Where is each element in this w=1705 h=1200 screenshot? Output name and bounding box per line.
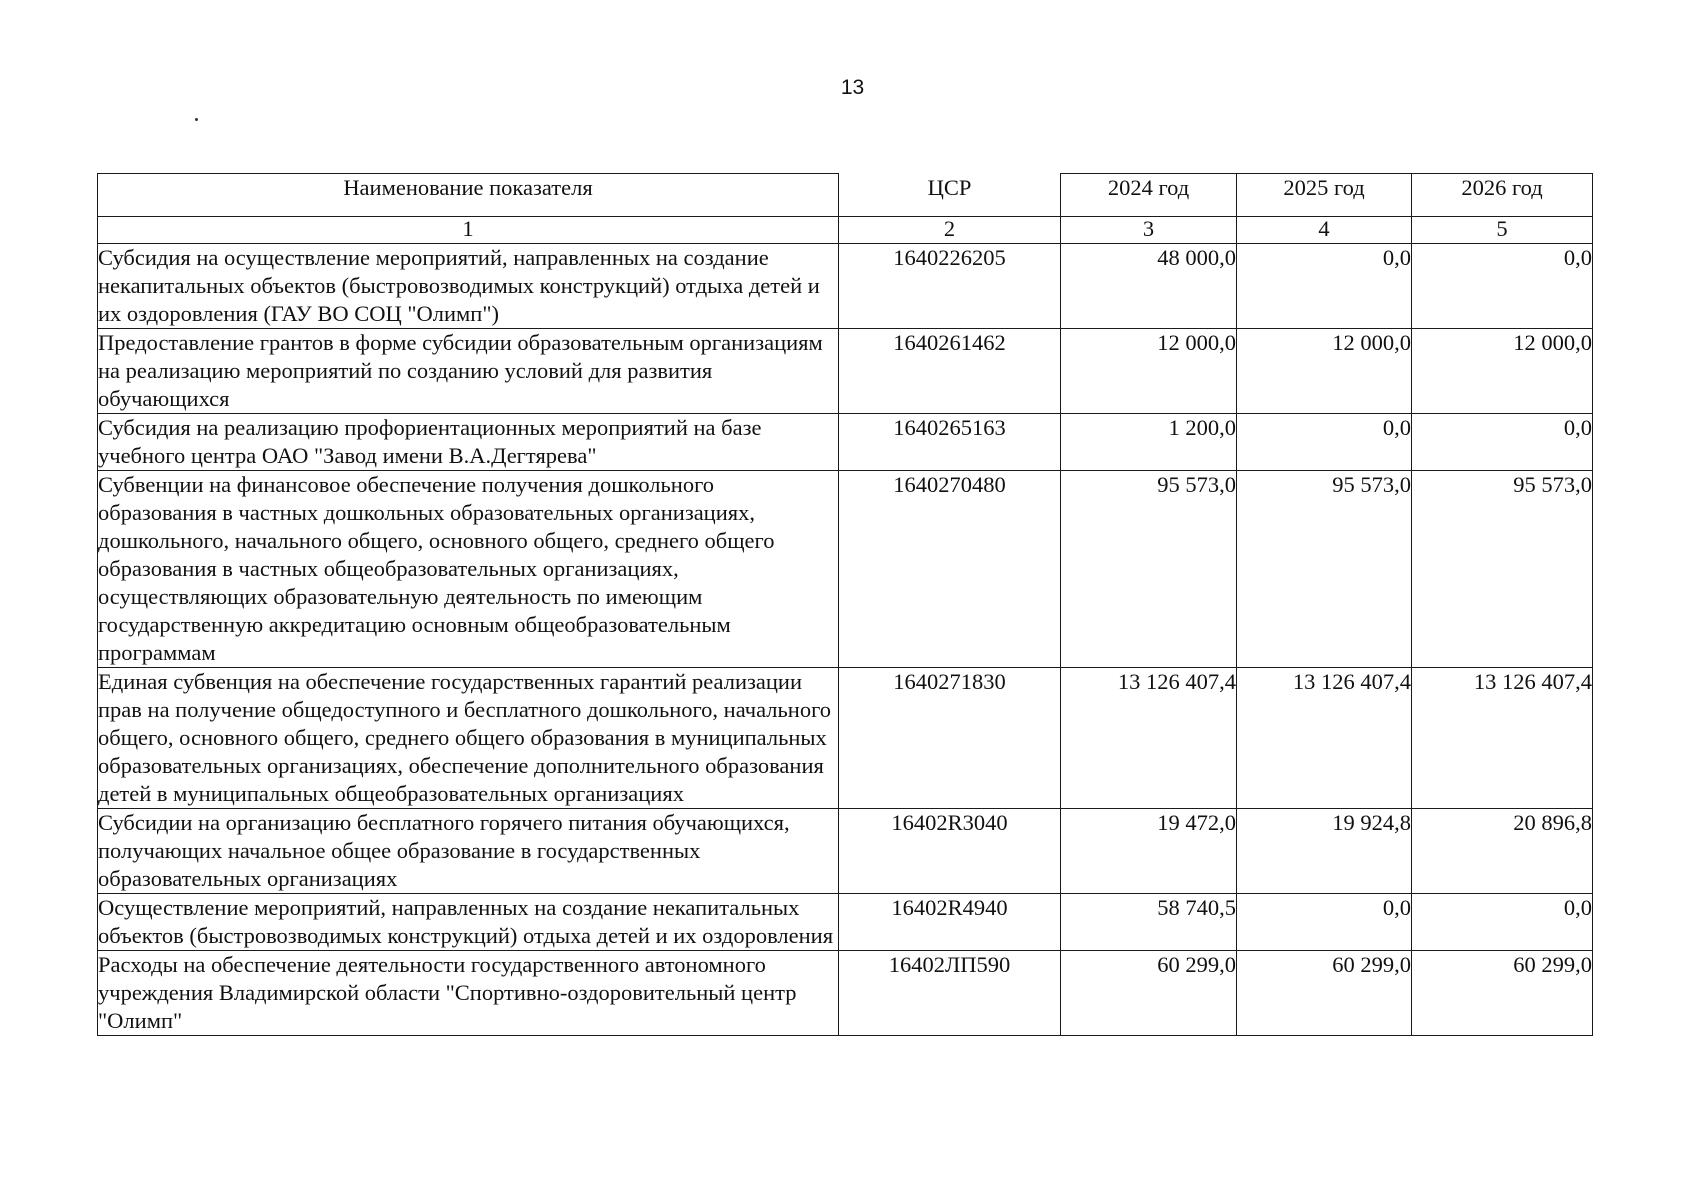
table-row [98, 329, 1593, 414]
column-number: 2 [839, 217, 1061, 244]
header-year-2026: 2026 год [1412, 174, 1593, 217]
table-row [98, 894, 1593, 951]
value-2024: 19 472,0 [1061, 809, 1237, 894]
column-number: 4 [1237, 217, 1412, 244]
page-number: 13 [840, 76, 865, 99]
column-number: 1 [98, 217, 839, 244]
header-indicator-name: Наименование показателя [98, 174, 839, 217]
value-2025: 13 126 407,4 [1237, 668, 1412, 809]
value-2024: 48 000,0 [1061, 244, 1237, 329]
csr-code: 1640271830 [839, 668, 1061, 809]
csr-code: 1640261462 [839, 329, 1061, 414]
value-2026: 95 573,0 [1412, 471, 1593, 668]
value-2025: 0,0 [1237, 244, 1412, 329]
value-2025: 0,0 [1237, 414, 1412, 471]
indicator-name: Предоставление грантов в форме субсидии образовательным организациям на реализацию мероприятий по созданию условий для развития обучающихся [98, 329, 839, 414]
value-2025: 19 924,8 [1237, 809, 1412, 894]
value-2024: 58 740,5 [1061, 894, 1237, 951]
indicator-name: Расходы на обеспечение деятельности государственного автономного учреждения Владимирской области "Спортивно-оздоровительный центр "Олимп" [98, 951, 839, 1036]
indicator-name: Субвенции на финансовое обеспечение получения дошкольного образования в частных дошкольных образовательных организациях, дошкольного, начального общего, основного общего, среднего общего образования в частных общеобразовательных организациях, осуществляющих образовательную деятельность по имеющим государственную аккредитацию основным общеобразовательным программам [98, 471, 839, 668]
scan-speck [195, 118, 198, 121]
value-2024: 12 000,0 [1061, 329, 1237, 414]
value-2025: 0,0 [1237, 894, 1412, 951]
value-2026: 0,0 [1412, 894, 1593, 951]
budget-table [97, 173, 1593, 1036]
value-2025: 12 000,0 [1237, 329, 1412, 414]
table-row [98, 809, 1593, 894]
value-2024: 1 200,0 [1061, 414, 1237, 471]
value-2026: 0,0 [1412, 244, 1593, 329]
csr-code: 16402R3040 [839, 809, 1061, 894]
table-row [98, 244, 1593, 329]
csr-code: 1640226205 [839, 244, 1061, 329]
table-row [98, 414, 1593, 471]
table-header-row [98, 174, 1593, 217]
value-2026: 12 000,0 [1412, 329, 1593, 414]
value-2026: 20 896,8 [1412, 809, 1593, 894]
csr-code: 1640265163 [839, 414, 1061, 471]
value-2025: 60 299,0 [1237, 951, 1412, 1036]
indicator-name: Субсидия на реализацию профориентационных мероприятий на базе учебного центра ОАО "Завод имени В.А.Дегтярева" [98, 414, 839, 471]
value-2026: 60 299,0 [1412, 951, 1593, 1036]
column-number: 5 [1412, 217, 1593, 244]
indicator-name: Субсидии на организацию бесплатного горячего питания обучающихся, получающих начальное общее образование в государственных образовательных организациях [98, 809, 839, 894]
csr-code: 16402ЛП590 [839, 951, 1061, 1036]
csr-code: 16402R4940 [839, 894, 1061, 951]
table-row [98, 471, 1593, 668]
indicator-name: Единая субвенция на обеспечение государственных гарантий реализации прав на получение общедоступного и бесплатного дошкольного, начального общего, основного общего, среднего общего образования в муниципальных образовательных организациях, обеспечение дополнительного образования детей в муниципальных общеобразовательных организациях [98, 668, 839, 809]
header-year-2024: 2024 год [1061, 174, 1237, 217]
value-2024: 13 126 407,4 [1061, 668, 1237, 809]
value-2026: 13 126 407,4 [1412, 668, 1593, 809]
table-row [98, 951, 1593, 1036]
indicator-name: Осуществление мероприятий, направленных на создание некапитальных объектов (быстровозводимых конструкций) отдыха детей и их оздоровления [98, 894, 839, 951]
value-2024: 95 573,0 [1061, 471, 1237, 668]
value-2026: 0,0 [1412, 414, 1593, 471]
header-year-2025: 2025 год [1237, 174, 1412, 217]
header-csr: ЦСР [839, 174, 1061, 217]
value-2025: 95 573,0 [1237, 471, 1412, 668]
column-number: 3 [1061, 217, 1237, 244]
table-row [98, 668, 1593, 809]
indicator-name: Субсидия на осуществление мероприятий, направленных на создание некапитальных объектов (быстровозводимых конструкций) отдыха детей и их оздоровления (ГАУ ВО СОЦ "Олимп") [98, 244, 839, 329]
column-number-row [98, 217, 1593, 244]
value-2024: 60 299,0 [1061, 951, 1237, 1036]
csr-code: 1640270480 [839, 471, 1061, 668]
